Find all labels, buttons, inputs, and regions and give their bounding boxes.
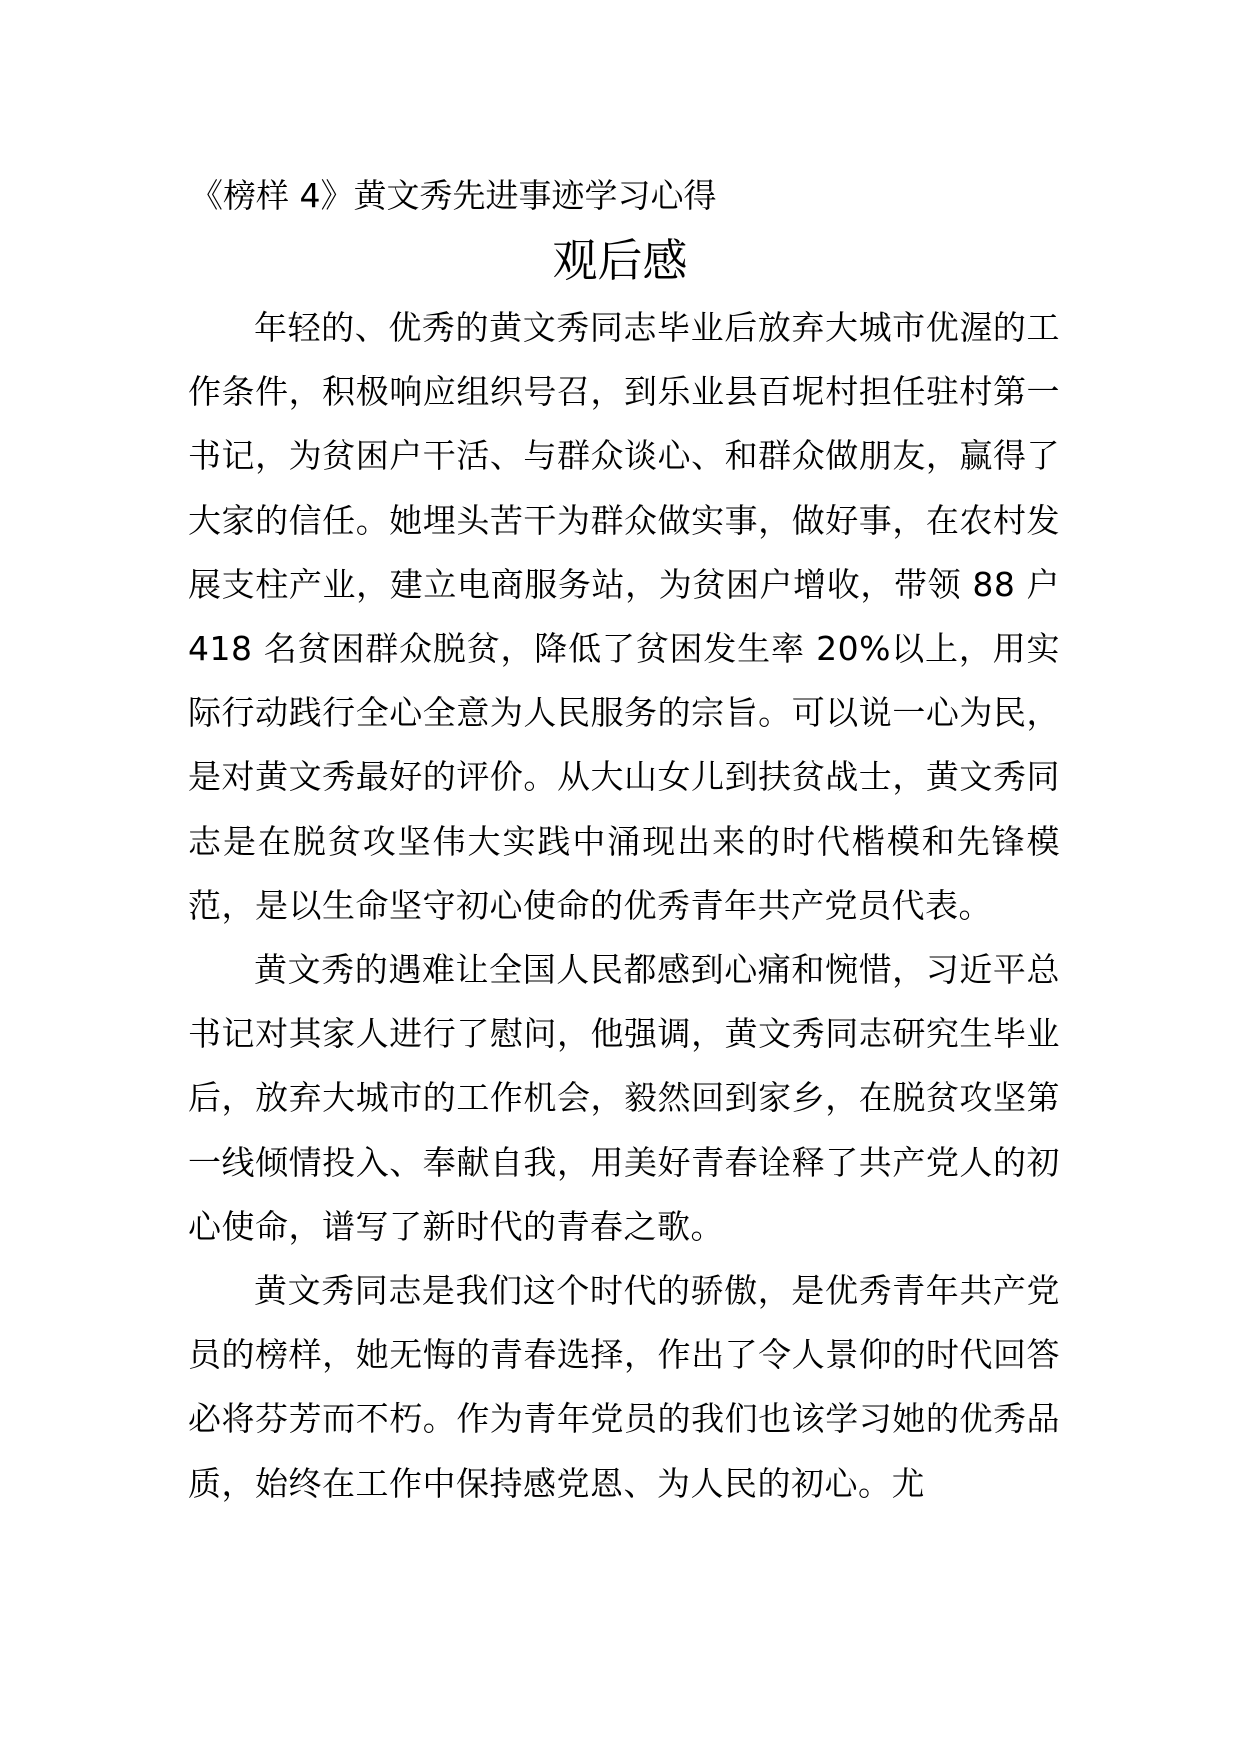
document-title: 《榜样 4》黄文秀先进事迹学习心得: [190, 176, 717, 215]
document-body: [188, 296, 1060, 1516]
body-paragraph: 黄文秀的遇难让全国人民都感到心痛和惋惜，习近平总书记对其家人进行了慰问，他强调，黄文秀同志研究生毕业后，放弃大城市的工作机会，毅然回到家乡，在脱贫攻坚第一线倾情投入、奉献自我，用美好青春诠释了共产党人的初心使命，谱写了新时代的青春之歌。: [188, 950, 1060, 1246]
body-paragraph: 年轻的、优秀的黄文秀同志毕业后放弃大城市优渥的工作条件，积极响应组织号召，到乐业县百坭村担任驻村第一书记，为贫困户干活、与群众谈心、和群众做朋友，赢得了大家的信任。她埋头苦干为群众做实事，做好事，在农村发展支柱产业，建立电商服务站，为贫困户增收，带领 88 户 418 名贫困群众脱贫，降低了贫困发生率 20%以上，用实际行动践行全心全意为人民服务的宗旨。可以说一心为民，是对黄文秀最好的评价。从大山女儿到扶贫战士，黄文秀同志是在脱贫攻坚伟大实践中涌现出来的时代楷模和先锋模范，是以生命坚守初心使命的优秀青年共产党员代表。: [188, 308, 1060, 925]
document-subtitle: 观后感: [552, 234, 688, 287]
body-paragraph: 黄文秀同志是我们这个时代的骄傲，是优秀青年共产党员的榜样，她无悔的青春选择，作出了令人景仰的时代回答必将芬芳而不朽。作为青年党员的我们也该学习她的优秀品质，始终在工作中保持感党恩、为人民的初心。尤: [188, 1271, 1060, 1503]
